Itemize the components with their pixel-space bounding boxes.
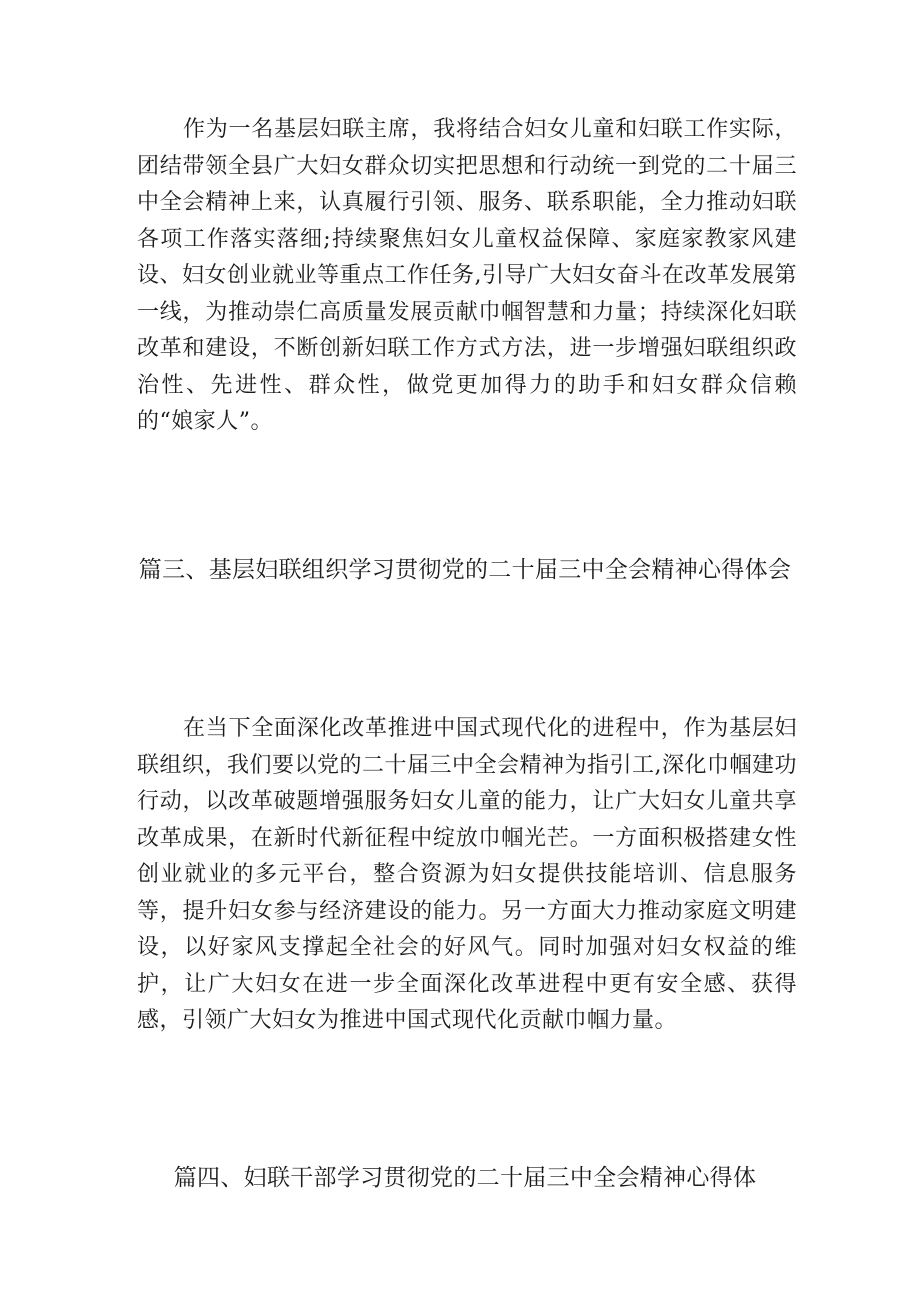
body-paragraph: 作为一名基层妇联主席，我将结合妇女儿童和妇联工作实际，团结带领全县广大妇女群众切实把思想和行动统一到党的二十届三中全会精神上来，认真履行引领、服务、联系职能，全力推动妇联各项工作落实落细;持续聚焦妇女儿童权益保障、家庭家教家风建设、妇女创业就业等重点工作任务,引导广大妇女奋斗在改革发展第一线，为推动崇仁高质量发展贡献巾帼智慧和力量；持续深化妇联改革和建设，不断创新妇联工作方式方法，进一步增强妇联组织政治性、先进性、群众性，做党更加得力的助手和妇女群众信赖的“娘家人”。	[137, 117, 797, 434]
section-heading: 篇四、妇联干部学习贯彻党的二十届三中全会精神心得体	[173, 1165, 757, 1191]
section-heading: 篇三、基层妇联组织学习贯彻党的二十届三中全会精神心得体会	[138, 557, 792, 583]
body-paragraph: 在当下全面深化改革推进中国式现代化的进程中，作为基层妇联组织，我们要以党的二十届三中全会精神为指引工,深化巾帼建功行动，以改革破题增强服务妇女儿童的能力，让广大妇女儿童共享改革成果，在新时代新征程中绽放巾帼光芒。一方面积极搭建女性创业就业的多元平台，整合资源为妇女提供技能培训、信息服务等，提升妇女参与经济建设的能力。另一方面大力推动家庭文明建设，以好家风支撑起全社会的好风气。同时加强对妇女权益的维护，让广大妇女在进一步全面深化改革进程中更有安全感、获得感，引领广大妇女为推进中国式现代化贡献巾帼力量。	[137, 716, 797, 1033]
